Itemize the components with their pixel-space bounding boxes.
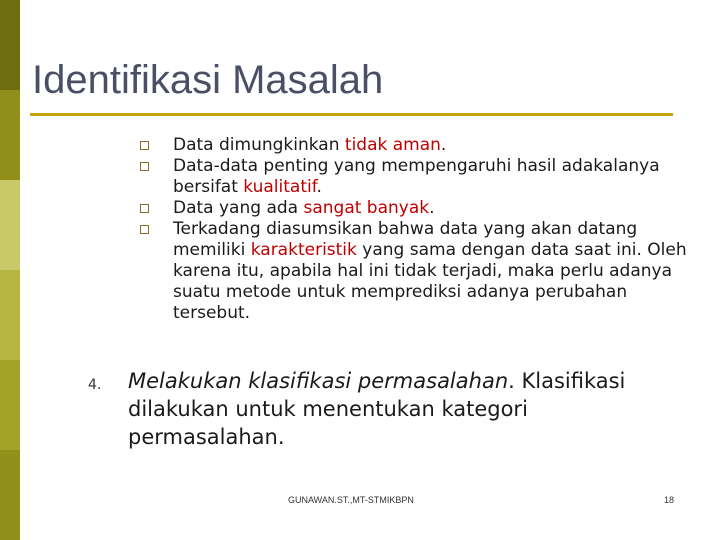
page-number: 18 — [664, 495, 675, 505]
item-text: . Klasifikasi dilakukan untuk menentukan kategori permasalahan. — [128, 369, 626, 449]
footer-author: GUNAWAN.ST.,MT-STMIKBPN — [288, 495, 414, 505]
item-highlight: sangat banyak — [303, 198, 430, 218]
square-bullet-icon — [140, 204, 149, 213]
item-text: . — [429, 198, 435, 218]
strip-block — [0, 270, 20, 360]
item-text: . — [440, 135, 447, 155]
item-text: yang sama dengan data saat ini. Oleh karena itu, apabila hal ini tidak terjadi, maka perlu adanya suatu metode untuk memprediksi adanya perubahan tersebut. — [173, 240, 687, 323]
strip-block — [0, 450, 20, 540]
list-item — [140, 219, 700, 324]
left-decorative-strip — [0, 0, 20, 540]
strip-block — [0, 0, 20, 90]
item-text: Data dimungkinkan — [173, 135, 345, 155]
square-bullet-icon — [140, 141, 149, 150]
strip-block — [0, 90, 20, 180]
item-italic-text: Melakukan klasifikasi permasalahan — [128, 369, 509, 393]
list-item — [140, 156, 700, 198]
item-number: 4. — [88, 377, 102, 393]
item-highlight: tidak aman — [344, 135, 441, 155]
list-item — [140, 135, 700, 156]
item-highlight: kualitatif — [243, 177, 317, 197]
sub-bullet-list — [140, 135, 700, 324]
item-text: Data-data penting yang mempengaruhi hasil adakalanya bersifat — [173, 156, 660, 197]
square-bullet-icon — [140, 162, 149, 171]
strip-block — [0, 180, 20, 270]
square-bullet-icon — [140, 225, 149, 234]
item-text: Terkadang diasumsikan bahwa data yang akan datang memiliki — [173, 219, 638, 260]
slide-title: Identifikasi Masalah — [32, 58, 384, 102]
numbered-item-text — [128, 367, 688, 451]
title-underline — [30, 113, 673, 116]
item-text: Data yang ada — [173, 198, 304, 218]
list-item — [140, 198, 700, 219]
item-text: . — [316, 177, 322, 197]
item-highlight: karakteristik — [250, 240, 357, 260]
strip-block — [0, 360, 20, 450]
